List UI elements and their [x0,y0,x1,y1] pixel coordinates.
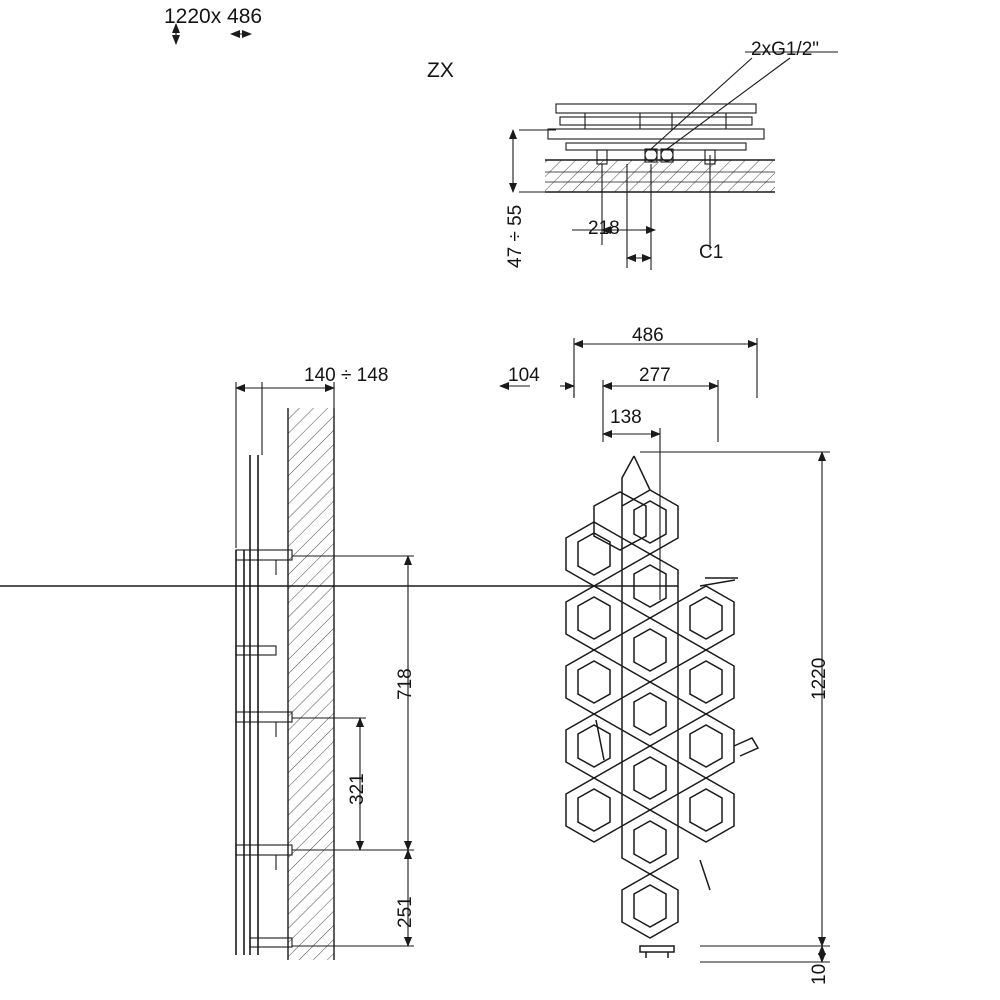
connection-leader-lines [651,52,838,149]
dim-small-width [603,428,660,600]
dim-wall-offset-label: 47 ÷ 55 [505,204,526,268]
top-view-wall-hatch [545,160,775,192]
front-view-honeycomb [0,456,758,958]
dim-connection-spacing-label: 218 [588,218,620,239]
dim-small-width-label: 138 [610,407,642,428]
page-title: 1220x 486 [164,5,263,28]
dim-inner-width-label: 277 [639,365,671,386]
dim-middle-span-label: 321 [347,773,368,805]
model-code: ZX [427,59,454,82]
side-view-wall [288,408,334,960]
dim-left-offset-label: 104 [508,365,540,386]
dim-bottom-gap [700,946,830,962]
dim-depth-label: 140 ÷ 148 [304,365,389,386]
top-view-radiator [548,104,764,150]
dim-total-height-label: 1220 [809,657,830,700]
dim-total-width-label: 486 [632,325,664,346]
dim-total-height [640,452,830,946]
dim-bottom-gap-label: 10 [809,963,830,985]
connection-label: 2xG1/2" [751,39,820,60]
dim-c1-label: C1 [699,242,724,263]
dim-upper-span-label: 718 [395,668,416,700]
side-view-radiator [236,455,292,955]
dim-lower-span-label: 251 [395,896,416,928]
